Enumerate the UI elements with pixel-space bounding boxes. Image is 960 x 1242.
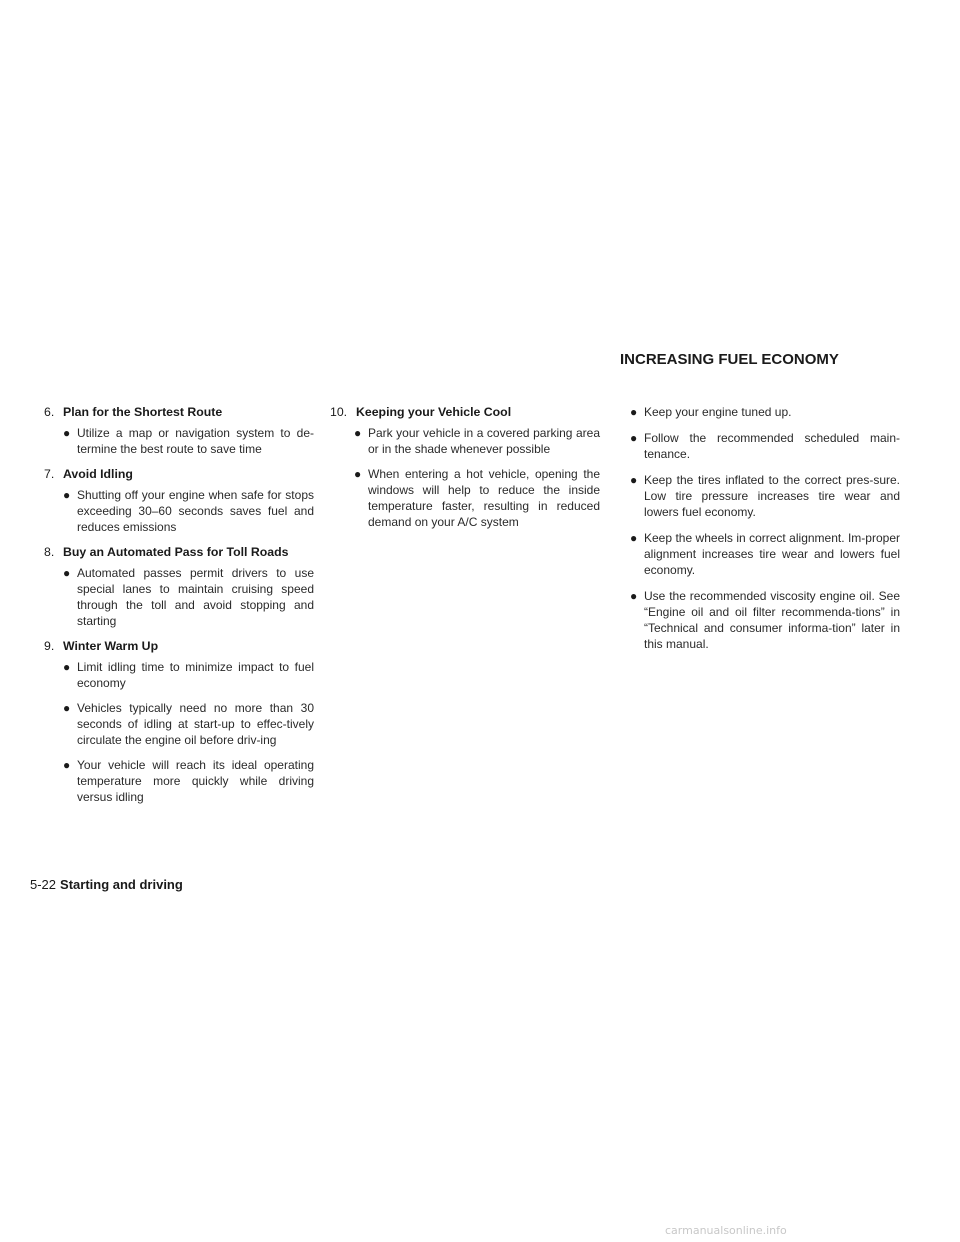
bullet-text: Follow the recommended scheduled main-tenance. <box>644 431 900 461</box>
bullet-item <box>63 487 314 535</box>
bullet-text: Automated passes permit drivers to use special lanes to maintain cruising speed through the toll and avoid stopping and starting <box>77 566 314 628</box>
item-number: 9. <box>44 639 55 653</box>
item-heading-text: Winter Warm Up <box>63 639 159 653</box>
section-title: INCREASING FUEL ECONOMY <box>620 351 839 368</box>
bullet-item <box>630 430 900 462</box>
bullet-icon: ● <box>630 431 638 445</box>
bullet-text: Your vehicle will reach its ideal operating temperature more quickly while driving versus idling <box>77 758 314 804</box>
bullet-icon: ● <box>354 467 362 481</box>
bullet-text: Keep the wheels in correct alignment. Im-proper alignment increases tire wear and lowers fuel economy. <box>644 531 900 577</box>
bullet-item <box>630 588 900 652</box>
bullet-item <box>354 425 600 457</box>
item-heading-text: Buy an Automated Pass for Toll Roads <box>63 545 289 559</box>
bullet-text: Use the recommended viscosity engine oil. See “Engine oil and oil filter recommenda-tions” in “Technical and consumer informa-tion” later in this manual. <box>644 589 900 651</box>
bullet-icon: ● <box>630 589 638 603</box>
bullet-text: When entering a hot vehicle, opening the windows will help to reduce the inside temperature faster, resulting in reduced demand on your A/C system <box>368 467 600 529</box>
item-heading-text: Plan for the Shortest Route <box>63 405 223 419</box>
item-heading <box>44 638 314 654</box>
bullet-text: Vehicles typically need no more than 30 seconds of idling at start-up to effec-tively circulate the engine oil before driv-ing <box>77 701 314 747</box>
bullet-icon: ● <box>630 405 638 419</box>
column-right <box>630 404 900 662</box>
bullet-text: Limit idling time to minimize impact to fuel economy <box>77 660 314 690</box>
bullet-item <box>63 700 314 748</box>
bullet-item <box>63 659 314 691</box>
item-heading-text: Keeping your Vehicle Cool <box>356 405 512 419</box>
item-heading-text: Avoid Idling <box>63 467 133 481</box>
item-heading <box>44 466 314 482</box>
numbered-item <box>44 404 314 457</box>
bullet-text: Shutting off your engine when safe for stops exceeding 30–60 seconds saves fuel and reduces emissions <box>77 488 314 534</box>
column-middle <box>330 404 600 539</box>
bullet-icon: ● <box>354 426 362 440</box>
page-number: 5-22 <box>30 877 57 892</box>
column-left <box>44 404 314 814</box>
numbered-item <box>44 544 314 629</box>
bullet-icon: ● <box>63 660 71 674</box>
bullet-icon: ● <box>630 531 638 545</box>
numbered-item <box>44 638 314 805</box>
bullet-item <box>63 425 314 457</box>
numbered-item <box>330 404 600 530</box>
numbered-item <box>44 466 314 535</box>
bullet-icon: ● <box>63 426 71 440</box>
bullet-icon: ● <box>63 566 71 580</box>
bullet-item <box>630 530 900 578</box>
bullet-item <box>630 472 900 520</box>
item-heading <box>330 404 600 420</box>
bullet-text: Keep your engine tuned up. <box>644 405 792 419</box>
item-number: 7. <box>44 467 55 481</box>
bullet-text: Utilize a map or navigation system to de-termine the best route to save time <box>77 426 314 456</box>
bullet-text: Park your vehicle in a covered parking area or in the shade whenever possible <box>368 426 600 456</box>
bullet-item <box>63 757 314 805</box>
item-number: 6. <box>44 405 55 419</box>
bullet-item <box>354 466 600 530</box>
page-footer <box>30 877 183 892</box>
chapter-name: Starting and driving <box>60 877 183 892</box>
item-heading <box>44 404 314 420</box>
bullet-item <box>630 404 900 420</box>
bullet-icon: ● <box>63 758 71 772</box>
bullet-icon: ● <box>63 701 71 715</box>
watermark: carmanualsonline.info <box>665 1224 787 1237</box>
item-number: 8. <box>44 545 55 559</box>
bullet-icon: ● <box>63 488 71 502</box>
bullet-icon: ● <box>630 473 638 487</box>
bullet-text: Keep the tires inflated to the correct pres-sure. Low tire pressure increases tire wear and lowers fuel economy. <box>644 473 900 519</box>
item-heading <box>44 544 314 560</box>
bullet-item <box>63 565 314 629</box>
item-number: 10. <box>330 405 348 419</box>
